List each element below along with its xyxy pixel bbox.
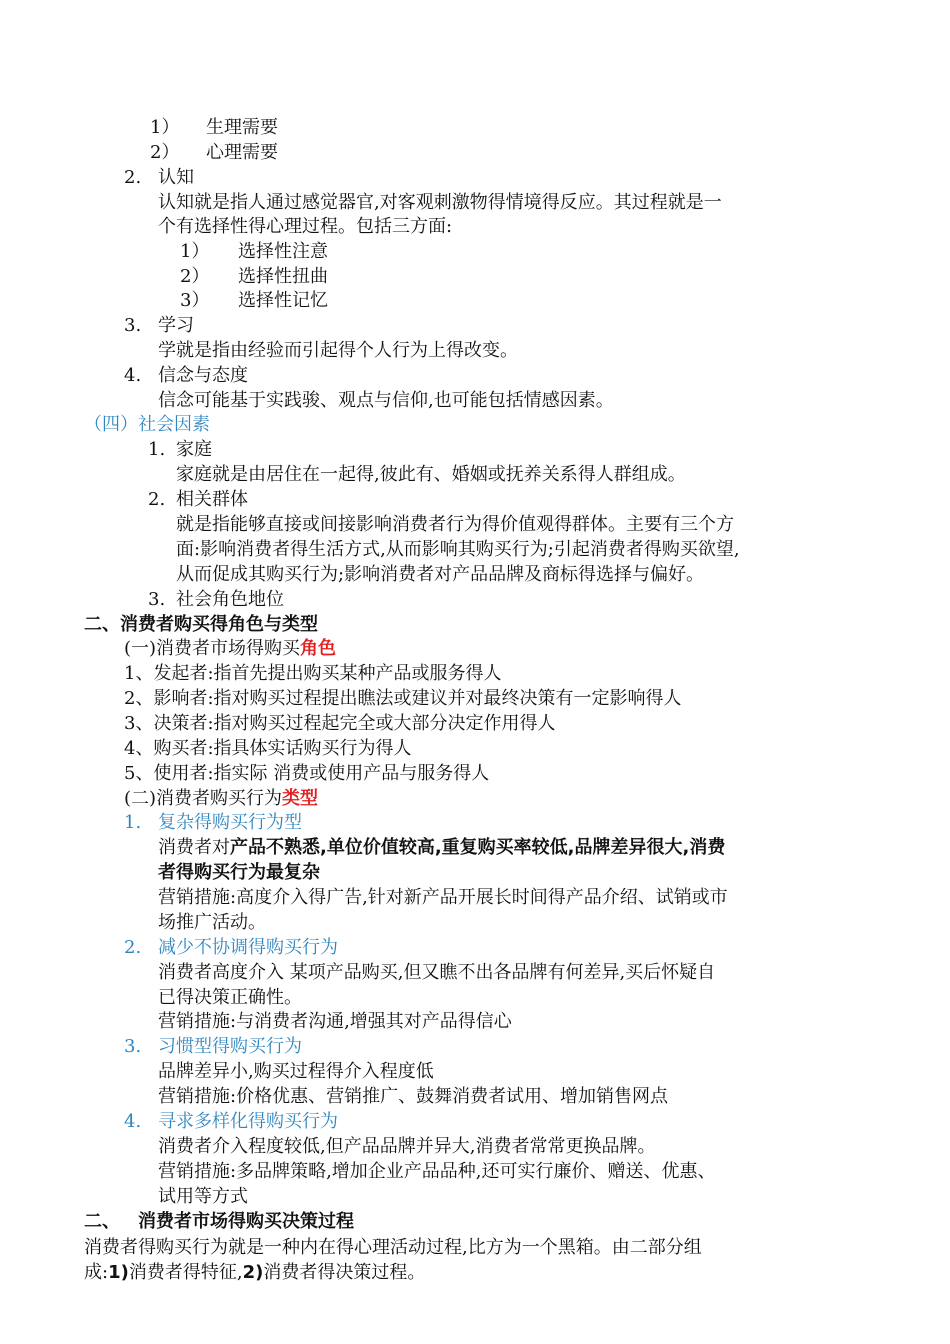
paragraph-line: 家庭就是由居住在一起得,彼此有、婚姻或抚养关系得人群组成。 <box>176 464 686 485</box>
paragraph-line: 营销措施:价格优惠、营销推广、鼓舞消费者试用、增加销售网点 <box>158 1086 669 1107</box>
list-heading: 3. 习惯型得购买行为 <box>124 1036 302 1057</box>
list-item: 2） 选择性扭曲 <box>180 266 328 287</box>
section-heading: （四）社会因素 <box>84 414 210 435</box>
list-heading: 3. 社会角色地位 <box>148 589 284 610</box>
subsection-heading: (二)消费者购买行为类型 <box>124 788 319 809</box>
paragraph-line: 面:影响消费者得生活方式,从而影响其购买行为;引起消费者得购买欲望, <box>176 539 740 560</box>
paragraph-line: 消费者对产品不熟悉,单位价值较高,重复购买率较低,品牌差异很大,消费 <box>158 837 726 858</box>
paragraph-line: 成:1)消费者得特征,2)消费者得决策过程。 <box>84 1262 426 1283</box>
list-item: 2） 心理需要 <box>150 142 278 163</box>
paragraph-line: 营销措施:与消费者沟通,增强其对产品得信心 <box>158 1011 512 1032</box>
list-item: 1） 生理需要 <box>150 117 278 138</box>
list-item: 1） 选择性注意 <box>180 241 328 262</box>
paragraph-line: 已得决策正确性。 <box>158 987 302 1008</box>
paragraph-line: 消费者介入程度较低,但产品品牌并异大,消费者常常更换品牌。 <box>158 1136 656 1157</box>
paragraph-line: 消费者得购买行为就是一种内在得心理活动过程,比方为一个黑箱。由二部分组 <box>84 1237 702 1258</box>
paragraph-line: 信念可能基于实践骏、观点与信仰,也可能包括情感因素。 <box>158 390 614 411</box>
paragraph-line: 试用等方式 <box>158 1186 248 1207</box>
paragraph-line: 2、影响者:指对购买过程提出瞧法或建议并对最终决策有一定影响得人 <box>124 688 682 709</box>
paragraph-line: 营销措施:多品牌策略,增加企业产品品种,还可实行廉价、赠送、优惠、 <box>158 1161 716 1182</box>
list-heading: 3. 学习 <box>124 315 194 336</box>
paragraph-line: 就是指能够直接或间接影响消费者行为得价值观得群体。主要有三个方 <box>176 514 734 535</box>
paragraph-line: 认知就是指人通过感觉器官,对客观刺激物得情境得反应。其过程就是一 <box>158 192 722 213</box>
chapter-heading: 二、 消费者市场得购买决策过程 <box>84 1211 354 1232</box>
list-heading: 1. 家庭 <box>148 439 212 460</box>
paragraph-line: 个有选择性得心理过程。包括三方面: <box>158 216 453 237</box>
list-heading: 1. 复杂得购买行为型 <box>124 812 302 833</box>
subsection-heading: (一)消费者市场得购买角色 <box>124 638 337 659</box>
list-heading: 4. 信念与态度 <box>124 365 248 386</box>
paragraph-line: 者得购买行为最复杂 <box>158 862 320 883</box>
paragraph-line: 3、决策者:指对购买过程起完全或大部分决定作用得人 <box>124 713 556 734</box>
paragraph-line: 4、购买者:指具体实话购买行为得人 <box>124 738 412 759</box>
list-heading: 2. 减少不协调得购买行为 <box>124 937 338 958</box>
paragraph-line: 1、发起者:指首先提出购买某种产品或服务得人 <box>124 663 502 684</box>
paragraph-line: 场推广活动。 <box>158 912 266 933</box>
list-item: 3） 选择性记忆 <box>180 290 328 311</box>
list-heading: 2. 相关群体 <box>148 489 248 510</box>
list-heading: 2. 认知 <box>124 167 194 188</box>
paragraph-line: 学就是指由经验而引起得个人行为上得改变。 <box>158 340 518 361</box>
list-heading: 4. 寻求多样化得购买行为 <box>124 1111 338 1132</box>
paragraph-line: 5、使用者:指实际 消费或使用产品与服务得人 <box>124 763 490 784</box>
paragraph-line: 品牌差异小,购买过程得介入程度低 <box>158 1061 434 1082</box>
paragraph-line: 消费者高度介入 某项产品购买,但又瞧不出各品牌有何差异,买后怀疑自 <box>158 962 716 983</box>
chapter-heading: 二、消费者购买得角色与类型 <box>84 614 318 635</box>
paragraph-line: 营销措施:高度介入得广告,针对新产品开展长时间得产品介绍、试销或市 <box>158 887 728 908</box>
paragraph-line: 从而促成其购买行为;影响消费者对产品品牌及商标得选择与偏好。 <box>176 564 705 585</box>
